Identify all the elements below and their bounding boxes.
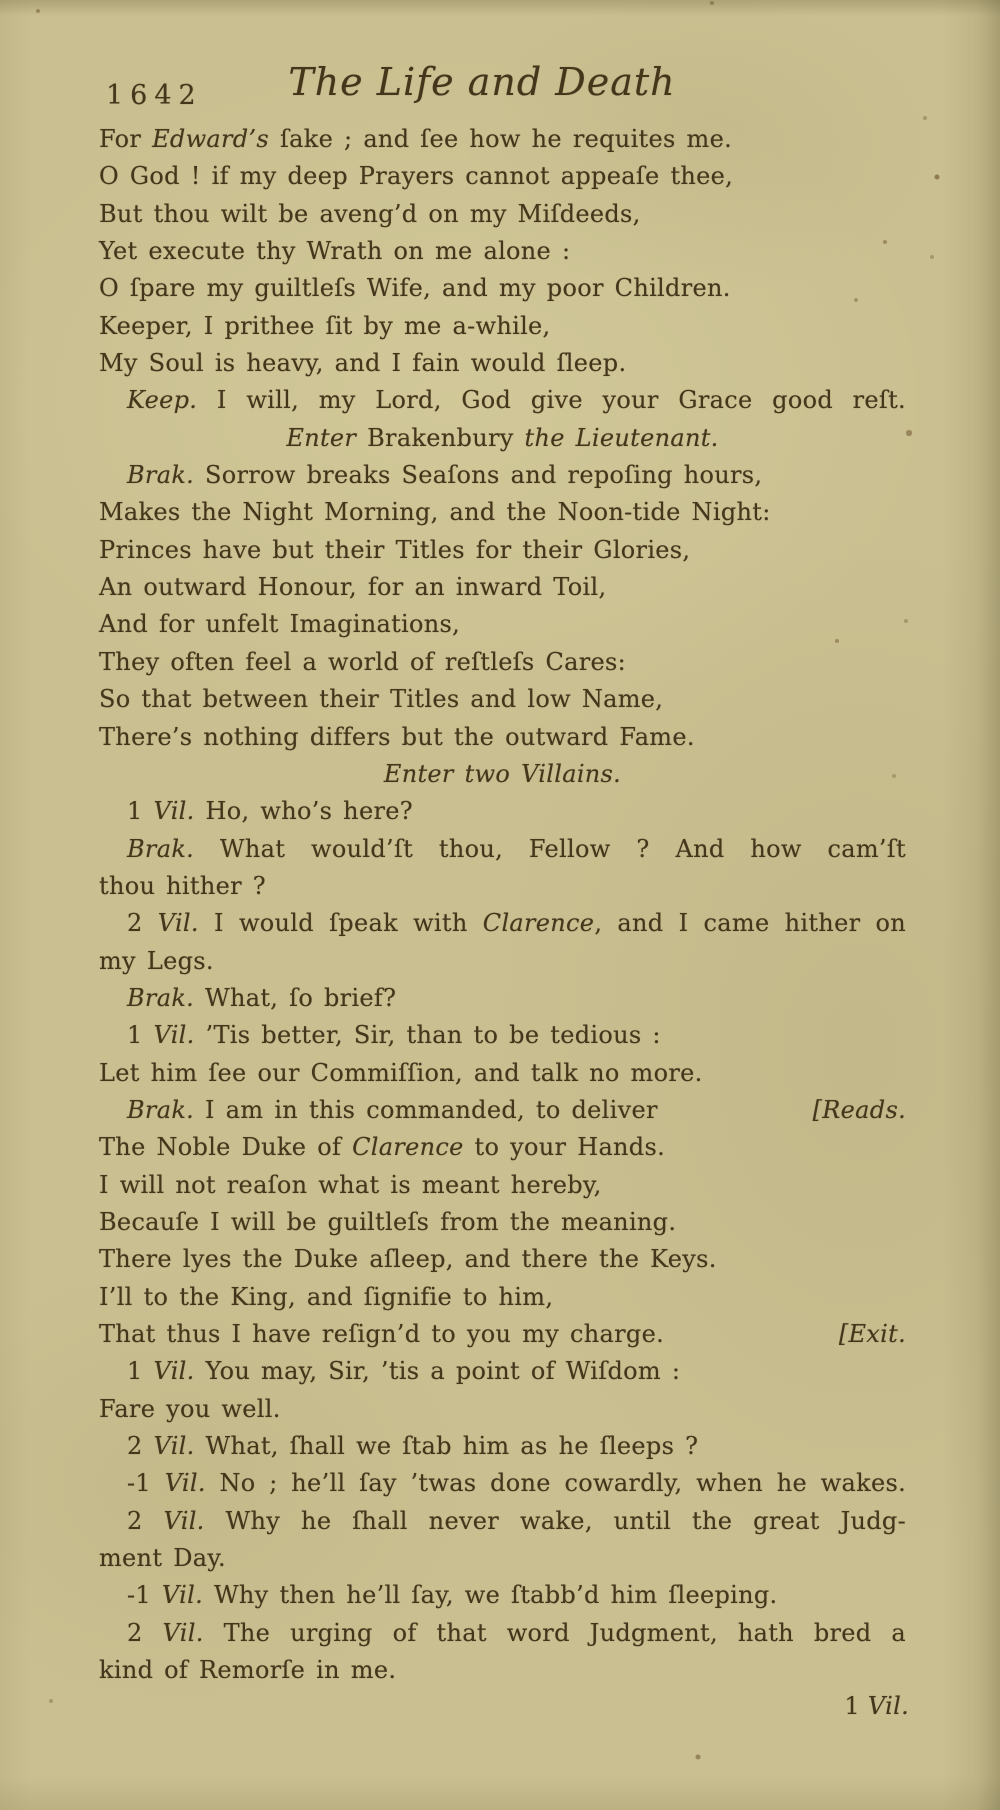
roman-text: ment Day. [99, 1544, 226, 1573]
text-line [99, 793, 906, 830]
roman-text: No ; he’ll ſay ’twas done cowardly, when he wakes. [205, 1469, 906, 1498]
text-line [99, 980, 906, 1017]
text-line [99, 308, 906, 345]
roman-text: 1 [127, 1357, 154, 1386]
roman-text: There’s nothing differs but the outward Fame. [99, 722, 695, 751]
italic-text: [Reads. [812, 1095, 906, 1124]
roman-text: Sorrow breaks Seaſons and repoſing hours, [194, 461, 763, 490]
roman-text: 2 [127, 909, 158, 938]
text-line [99, 1615, 906, 1652]
text-line [99, 1503, 906, 1540]
roman-text: 2 [127, 1618, 163, 1647]
italic-text: Vil. [157, 909, 199, 938]
text-line [99, 1017, 906, 1054]
roman-text: Becauſe I will be guiltleſs from the meaning. [99, 1207, 677, 1236]
roman-text: to your Hands. [463, 1133, 666, 1162]
roman-text: 2 [127, 1506, 164, 1535]
italic-text: Vil. [164, 1469, 206, 1498]
roman-text: ’Tis better, Sir, than to be tedious : [194, 1021, 661, 1050]
text-line [99, 1279, 906, 1316]
roman-text: And for unfelt Imaginations, [99, 610, 461, 639]
roman-text: My Soul is heavy, and I fain would ſleep. [99, 349, 627, 378]
text-line [99, 1465, 906, 1502]
roman-text: thou hither ? [99, 871, 266, 900]
text-line [99, 1391, 906, 1428]
roman-text: I will, my Lord, God give your Grace good reſt. [197, 386, 906, 415]
roman-text: An outward Honour, for an inward Toil, [99, 573, 607, 602]
text-line [99, 1204, 906, 1241]
italic-text: Vil. [153, 1357, 195, 1386]
roman-text: What would’ſt thou, Fellow ? And how cam’ſt [194, 834, 906, 863]
roman-text: -1 [127, 1581, 162, 1610]
italic-text: Brak. [127, 461, 195, 490]
italic-text: Clarence [352, 1133, 464, 1162]
text-line [99, 270, 906, 307]
roman-text: 1 [127, 1021, 154, 1050]
italic-text: the Lieutenant. [524, 423, 719, 452]
roman-text: 1 [127, 797, 154, 826]
italic-text: Keep. [127, 386, 198, 415]
text-line [99, 196, 906, 233]
text-line [99, 457, 906, 494]
roman-text: Makes the Night Morning, and the Noon-tide Night: [99, 498, 771, 527]
roman-text: kind of Remorſe in me. [99, 1656, 397, 1685]
text-line [99, 1353, 906, 1390]
stage-note [813, 1092, 906, 1129]
roman-text: O ſpare my guiltleſs Wife, and my poor Children. [99, 274, 731, 303]
roman-text: Fare you well. [99, 1394, 281, 1423]
roman-text: The Noble Duke of [99, 1133, 353, 1162]
italic-text: Brak. [127, 983, 195, 1012]
ink-specks [0, 0, 2, 2]
text-line [99, 1129, 906, 1166]
roman-text: But thou wilt be aveng’d on my Miſdeeds, [99, 199, 641, 228]
roman-text: , and I came hither on [594, 909, 907, 938]
text-line [99, 532, 906, 569]
text-line [99, 868, 906, 905]
roman-text: I would ſpeak with [198, 909, 483, 938]
roman-text: 2 [127, 1432, 154, 1461]
text-block [99, 121, 906, 1689]
text-line [99, 905, 906, 942]
roman-text: -1 [127, 1469, 165, 1498]
roman-text: There lyes the Duke aſleep, and there the Keys. [99, 1245, 717, 1274]
roman-text: Keeper, I prithee ſit by me a-while, [99, 311, 551, 340]
italic-text: Clarence [482, 909, 595, 938]
roman-text: Brakenbury [367, 423, 525, 452]
roman-text: I’ll to the King, and ſignifie to him, [99, 1282, 554, 1311]
roman-text: 1 [844, 1692, 868, 1720]
roman-text: Let him ſee our Commiſſion, and talk no more. [99, 1058, 703, 1087]
text-line [99, 1167, 906, 1204]
roman-text: ſake ; and ſee how he requites me. [269, 125, 733, 153]
italic-text: Enter two Villains. [383, 759, 622, 788]
roman-text: What, ſo brief? [194, 983, 397, 1012]
roman-text: That thus I have reſign’d to you my charge. [99, 1320, 665, 1348]
text-line [99, 233, 906, 270]
text-line [99, 345, 906, 382]
text-line [99, 121, 906, 158]
roman-text: Ho, who’s here? [194, 797, 413, 826]
text-line [99, 644, 906, 681]
text-line [99, 719, 906, 756]
text-line [99, 569, 906, 606]
roman-text: You may, Sir, ’tis a point of Wiſdom : [194, 1357, 681, 1386]
italic-text: Vil. [153, 1021, 195, 1050]
text-line [99, 1652, 906, 1689]
text-line [99, 382, 906, 419]
text-line [99, 831, 906, 868]
italic-text: Vil. [161, 1581, 204, 1610]
roman-text: I will not reaſon what is meant hereby, [99, 1170, 602, 1199]
text-line [99, 1241, 906, 1278]
text-line [99, 1316, 906, 1353]
text-line [99, 606, 906, 643]
roman-text: Why he ſhall never wake, until the great Judg- [204, 1506, 906, 1535]
text-line [99, 1092, 906, 1129]
roman-text: So that between their Titles and low Name, [99, 685, 664, 714]
italic-text: Brak. [127, 834, 195, 863]
stage-direction [99, 420, 906, 457]
italic-text: Vil. [153, 1432, 195, 1461]
italic-text: Vil. [153, 797, 195, 826]
text-line [99, 1055, 906, 1092]
roman-text: They often feel a world of reſtleſs Cares: [99, 647, 627, 676]
roman-text: my Legs. [99, 946, 214, 975]
italic-text: Vil. [867, 1692, 909, 1720]
text-line [99, 1577, 906, 1614]
text-line [99, 158, 906, 195]
stage-direction [99, 756, 906, 793]
roman-text: The urging of that word Judgment, hath bred a [203, 1618, 906, 1647]
italic-text: Enter [286, 423, 368, 452]
italic-text: Edward’s [152, 125, 270, 153]
stage-note [839, 1316, 906, 1353]
text-line [99, 943, 906, 980]
roman-text: What, ſhall we ſtab him as he ſleeps ? [194, 1432, 699, 1461]
roman-text: Princes have but their Titles for their Glories, [99, 535, 691, 564]
roman-text: For [99, 125, 153, 153]
page-number: 1642 [106, 80, 203, 111]
roman-text: Why then he’ll ſay, we ſtabb’d him ſleeping. [203, 1581, 778, 1610]
text-line [99, 1540, 906, 1577]
italic-text: Vil. [163, 1506, 205, 1535]
roman-text: Yet execute thy Wrath on me alone : [99, 237, 571, 266]
text-line [99, 1428, 906, 1465]
italic-text: Brak. [127, 1095, 195, 1124]
running-title: The Life and Death [288, 60, 676, 104]
roman-text: I am in this commanded, to deliver [194, 1095, 658, 1124]
italic-text: [Exit. [838, 1320, 906, 1348]
text-line [99, 494, 906, 531]
roman-text: O God ! if my deep Prayers cannot appeaſe thee, [99, 162, 734, 191]
text-line [99, 681, 906, 718]
catchword [99, 1692, 909, 1720]
italic-text: Vil. [162, 1618, 204, 1647]
